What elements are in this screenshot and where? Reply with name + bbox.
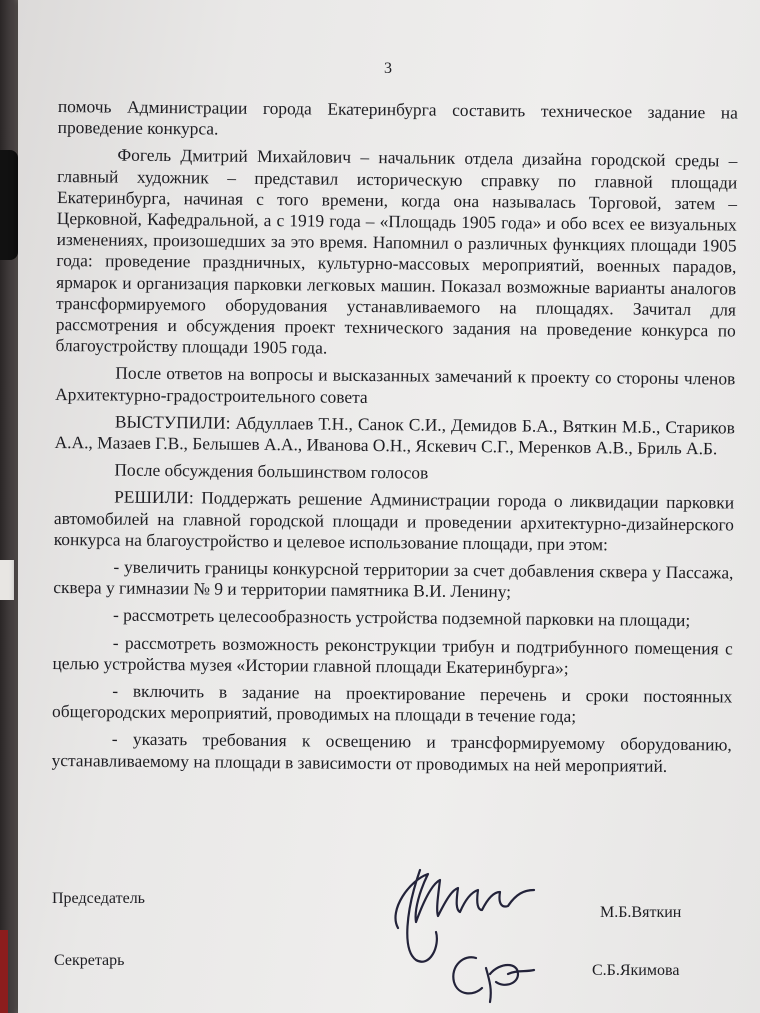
paragraph-decision: РЕШИЛИ: Поддержать решение Администрации города о ликвидации парковки автомобилей на главной городской площади и проведении архитектурно-дизайнерского конкурса на благоустройство и целевое использование площади, при этом: [53,487,735,555]
paragraph-continuation: помочь Администрации города Екатеринбурга составить техническое задание на проведение конкурса. [57,96,738,139]
decision-item: - рассмотреть целесообразность устройства подземной парковки на площади; [112,605,691,631]
paragraph-speakers: ВЫСТУПИЛИ: Абдуллаев Т.Н., Санок С.И., Демидов Б.А., Вяткин М.Б., Стариков А.А., Мазаев Г.В., Белышев А.А., Иванова О.Н., Яскевич С.Г., Меренков А.В., Бриль А.Б. [54,411,735,459]
page-number: 3 [384,60,392,77]
desk-object-red [0,930,8,1013]
desk-object [0,560,14,600]
document-page [18,0,760,1013]
paragraph-vote: После обсуждения большинством голосов [114,459,429,483]
decision-item: - увеличить границы конкурсной территории за счет добавления сквера у Пассажа, сквера у гимназии № 9 и территории памятника В.И. Ленину; [53,556,734,602]
secretary-label: Секретарь [54,952,125,969]
decision-item: - рассмотреть возможность реконструкции трибун и подтрибунного помещения с целью устройства музея «Истории главной площади Екатеринбурга»; [52,632,733,678]
desk-shadow [0,150,18,260]
chair-label: Председатель [52,890,145,907]
paragraph-report: Фогель Дмитрий Михайлович – начальник отдела дизайна городской среды – главный художник – представил историческую справку по главной площади Екатеринбурга, начиная с того времени, когда она называлась Торговой, затем – Церковной, Кафедральной, а с 1919 года – «Площадь 1905 года» и обо всех ее визуальных изменениях, произошедших за это время. Напомнил о различных функциях площади 1905 года: проведение праздничных, культурно-массовых мероприятий, военных парадов, ярмарок и организация парковки легковых машин. Показал возможные варианты аналогов трансформируемого оборудования устанавливаемого на площадях. Зачитал для рассмотрения и обсуждения проект технического задания на проведение конкурса по благоустройству площади 1905 года. [55,144,738,358]
handwritten-signatures [358,850,578,1010]
signature-block [18,0,760,1013]
paragraph-after-answers: После ответов на вопросы и высказанных замечаний к проекту со стороны членов Архитектурно-градостроительного совета [55,363,736,407]
decision-item: - указать требования к освещению и трансформируемому оборудованию, устанавливаемому на площади в зависимости от проводимых на ней мероприятий. [51,729,732,776]
secretary-signature [453,957,534,1002]
chair-name: М.Б.Вяткин [600,904,682,921]
decision-item: - включить в задание на проектирование перечень и сроки постоянных общегородских мероприятий, проводимых на площади в течение года; [51,680,733,727]
secretary-name: С.Б.Якимова [592,962,680,979]
